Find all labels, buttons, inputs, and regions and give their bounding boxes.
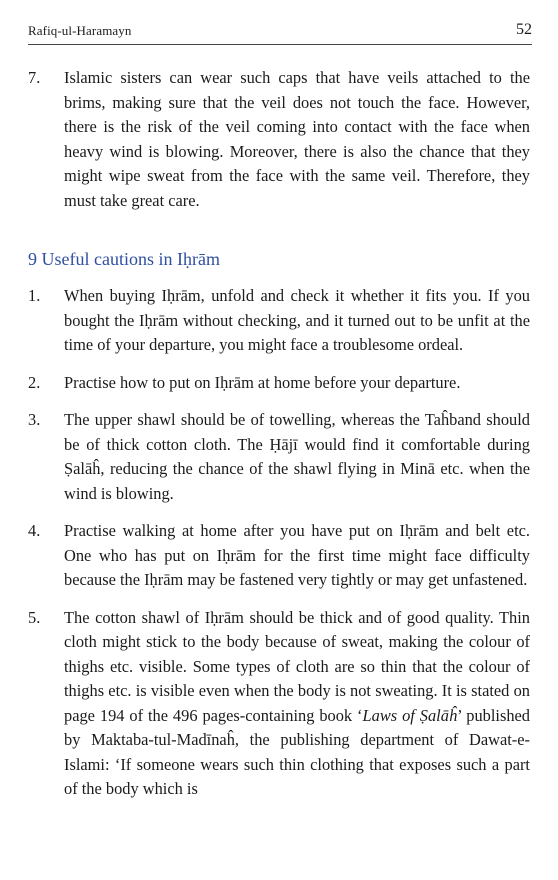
running-title: Rafiq-ul-Haramayn [28, 23, 132, 38]
page-body [28, 66, 530, 802]
caution-item-5 [28, 606, 530, 802]
item-number: 2. [28, 372, 41, 392]
caution-item-2 [28, 371, 530, 396]
caution-item-4 [28, 519, 530, 593]
item-text: When buying Iḥrām, unfold and check it whether it fits you. If you bought the Iḥrām without checking, and it turned out to be unfit at the time of your departure, you might face a troublesome ordeal. [64, 286, 530, 354]
item-number: 1. [28, 286, 41, 305]
section-heading: 9 Useful cautions in Iḥrām [28, 249, 220, 269]
page-header [28, 22, 532, 45]
item-text-after: ’ published by Maktaba-tul-Madīnaĥ, the publishing department of Dawat-e-Islami: ‘If someone wears such thin clothing that exposes such a part of the body which is [64, 705, 531, 798]
item-text: The upper shawl should be of towelling, whereas the Taĥband should be of thick cotton cloth. The Ḥājī would find it comfortable during Ṣalāĥ, reducing the chance of the shawl flying in Minā etc. when the wind is blowing. [64, 410, 530, 503]
item-number: 4. [28, 521, 41, 540]
item-number: 7. [28, 68, 41, 87]
item-text-before: The cotton shawl of Iḥrām should be thick and of good quality. Thin cloth might stick to the body because of sweat, making the colour of thighs etc. visible. Some types of cloth are so thin that the colour of thighs etc. is visible even when the body is not sweating. It is stated on page 194 of the 496 pages-containing book ‘ [64, 607, 530, 725]
item-number: 5. [28, 607, 41, 627]
book-title: Laws of Ṣalāĥ [362, 705, 458, 725]
item-text: Islamic sisters can wear such caps that have veils attached to the brims, making sure that the veil does not touch the face. However, there is the risk of the veil coming into contact with the face when heavy wind is blowing. Moreover, there is also the chance that they might wipe sweat from the face with the same veil. Therefore, they must take great care. [64, 68, 530, 210]
list-item-7 [28, 66, 530, 213]
caution-item-1 [28, 284, 530, 358]
item-text: Practise how to put on Iḥrām at home before your departure. [64, 372, 461, 392]
item-number: 3. [28, 410, 41, 429]
item-text: Practise walking at home after you have put on Iḥrām and belt etc. One who has put on Iḥrām for the first time might face difficulty because the Iḥrām may be fastened very tightly or may get unfastened. [64, 521, 530, 589]
page-number: 52 [516, 21, 532, 38]
caution-item-3 [28, 408, 530, 506]
